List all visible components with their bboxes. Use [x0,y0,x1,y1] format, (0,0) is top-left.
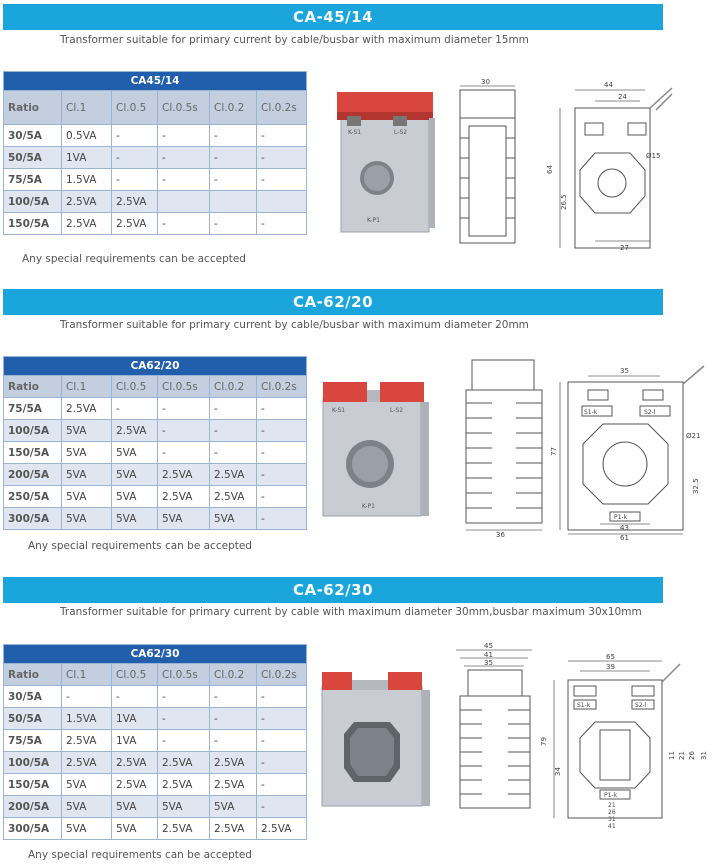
dimension-label: 26 [608,809,616,816]
special-requirements-note: Any special requirements can be accepted [28,849,252,861]
table-cell: 2.5VA [62,730,112,752]
dimension-label: 26 [688,751,696,760]
ratio-cell: 50/5A [4,147,62,169]
table-caption: CA62/20 [4,357,307,376]
table-cell: - [210,708,257,730]
spec-table [3,356,307,530]
front-view-drawing [548,364,708,544]
table-cell: - [62,686,112,708]
dimension-label: P1-k [614,514,628,521]
table-cell: 5VA [112,464,158,486]
table-row [4,774,307,796]
table-cell: 2.5VA [210,752,257,774]
dimension-label: 64 [546,165,554,174]
dimension-label: 34 [554,767,562,776]
dimension-label: 21 [678,751,686,760]
dimension-label: 41 [608,823,616,830]
terminal-label: K-S1 [348,129,362,136]
side-view-drawing [462,358,552,538]
ratio-cell: 300/5A [4,818,62,840]
dimension-label: S1-k [584,409,598,416]
table-cell: 1VA [62,147,112,169]
table-caption: CA45/14 [4,72,307,91]
table-cell: 1VA [112,708,158,730]
ratio-cell: 100/5A [4,420,62,442]
table-row [4,796,307,818]
column-header: Cl.0.2s [257,376,307,398]
ratio-cell: 75/5A [4,730,62,752]
table-row [4,191,307,213]
table-cell: 2.5VA [210,464,257,486]
ratio-cell: 100/5A [4,752,62,774]
table-cell: - [112,169,158,191]
dimension-label: 32.5 [692,478,700,494]
table-cell: 2.5VA [112,191,158,213]
dimension-label: 31 [608,816,616,823]
table-cell: 2.5VA [112,420,158,442]
table-row [4,708,307,730]
table-cell: - [257,730,307,752]
dimension-label: 35 [484,659,493,667]
side-view-drawing [452,640,542,820]
table-cell: 2.5VA [62,191,112,213]
table-cell: - [158,169,210,191]
ratio-cell: 50/5A [4,708,62,730]
table-cell: - [158,213,210,235]
table-cell: 5VA [210,796,257,818]
dimension-label: 24 [618,93,627,101]
table-row [4,508,307,530]
column-header: Cl.0.2s [257,664,307,686]
side-view-drawing [455,78,525,248]
column-header: Cl.0.2 [210,664,257,686]
terminal-label: K-S1 [332,407,346,414]
terminal-label: L-S2 [390,407,404,414]
table-cell: 5VA [210,508,257,530]
ratio-cell: 100/5A [4,191,62,213]
dimension-label: Ø21 [686,432,701,440]
table-cell: - [257,420,307,442]
table-cell: - [158,686,210,708]
ratio-cell: 300/5A [4,508,62,530]
column-header: Cl.0.5s [158,91,210,125]
column-header: Cl.0.5s [158,376,210,398]
dimension-label: Ø15 [646,152,661,160]
table-cell [210,191,257,213]
table-cell: 5VA [62,420,112,442]
table-cell: - [257,125,307,147]
table-cell: - [210,169,257,191]
product-photo [335,88,437,238]
table-cell: - [257,442,307,464]
special-requirements-note: Any special requirements can be accepted [28,540,252,552]
ratio-cell: 150/5A [4,213,62,235]
column-header: Cl.0.2 [210,376,257,398]
dimension-label: 77 [550,447,558,456]
dimension-label: 30 [481,78,490,86]
column-header: Ratio [4,376,62,398]
section-subtitle: Transformer suitable for primary current by cable with maximum diameter 30mm,busbar maximum 30x10mm [60,606,642,618]
table-cell: 5VA [62,486,112,508]
section-title: CA-62/30 [3,577,663,603]
dimension-label: 79 [540,737,548,746]
table-cell: 5VA [62,508,112,530]
terminal-label: K-P1 [362,503,375,510]
table-cell: 5VA [112,486,158,508]
table-row [4,686,307,708]
table-cell: - [257,398,307,420]
table-cell: - [257,508,307,530]
table-cell: - [112,686,158,708]
dimension-label: 65 [606,653,615,661]
column-header: Ratio [4,664,62,686]
table-row [4,818,307,840]
dimension-label: 61 [620,534,629,542]
dimension-label: 35 [620,367,629,375]
table-cell: 2.5VA [112,213,158,235]
table-row [4,125,307,147]
ratio-cell: 200/5A [4,464,62,486]
table-cell: - [112,398,158,420]
table-cell: - [210,147,257,169]
table-cell: - [210,442,257,464]
table-row [4,420,307,442]
table-cell: 5VA [112,442,158,464]
table-cell: - [210,398,257,420]
table-cell: - [112,125,158,147]
table-cell: 2.5VA [158,464,210,486]
table-cell: 2.5VA [210,818,257,840]
column-header: Cl.1 [62,376,112,398]
dimension-label: 44 [604,81,613,89]
table-cell: - [257,147,307,169]
table-cell: - [257,169,307,191]
table-cell: 5VA [112,508,158,530]
ratio-cell: 250/5A [4,486,62,508]
table-cell: 2.5VA [210,774,257,796]
table-cell: - [158,125,210,147]
table-cell: 2.5VA [62,398,112,420]
table-cell: - [257,464,307,486]
table-row [4,147,307,169]
table-row [4,464,307,486]
table-cell: - [257,708,307,730]
dimension-label: 27 [620,244,629,252]
table-cell: 2.5VA [158,818,210,840]
table-cell: - [158,147,210,169]
ratio-cell: 30/5A [4,686,62,708]
column-header: Ratio [4,91,62,125]
spec-table [3,644,307,840]
column-header: Cl.0.5 [112,664,158,686]
dimension-label: P1-k [604,792,618,799]
front-view-drawing [540,650,715,835]
dimension-label: 45 [484,642,493,650]
table-cell: - [257,796,307,818]
dimension-label: 21 [608,802,616,809]
front-view-drawing [540,78,675,258]
table-cell: - [257,213,307,235]
table-cell: 5VA [158,796,210,818]
terminal-label: K-P1 [367,217,380,224]
ratio-cell: 75/5A [4,398,62,420]
product-photo [318,664,436,810]
table-cell: - [158,442,210,464]
special-requirements-note: Any special requirements can be accepted [22,253,246,265]
column-header: Cl.0.5 [112,91,158,125]
table-cell: 5VA [112,796,158,818]
table-cell: - [210,420,257,442]
dimension-label: S2-l [644,409,656,416]
table-cell: 2.5VA [257,818,307,840]
dimension-label: 36 [496,531,505,538]
table-row [4,398,307,420]
table-cell: - [257,486,307,508]
dimension-label: 31 [700,751,708,760]
table-cell: - [257,752,307,774]
table-cell: 5VA [158,508,210,530]
dimension-label: 43 [620,524,629,532]
table-cell: 2.5VA [62,752,112,774]
ratio-cell: 150/5A [4,442,62,464]
table-cell: 2.5VA [158,486,210,508]
table-cell: - [210,730,257,752]
table-cell: - [158,730,210,752]
table-cell: 2.5VA [62,213,112,235]
column-header: Cl.0.2 [210,91,257,125]
section-title: CA-62/20 [3,289,663,315]
table-row [4,213,307,235]
ratio-cell: 200/5A [4,796,62,818]
table-cell: 2.5VA [158,774,210,796]
table-cell: 5VA [62,818,112,840]
table-cell: - [210,125,257,147]
table-cell: 1VA [112,730,158,752]
table-cell: 5VA [62,796,112,818]
table-cell: 2.5VA [112,752,158,774]
column-header: Cl.0.5 [112,376,158,398]
table-cell: - [158,708,210,730]
terminal-label: L-S2 [394,129,408,136]
table-cell: - [112,147,158,169]
table-row [4,730,307,752]
section-subtitle: Transformer suitable for primary current by cable/busbar with maximum diameter 20mm [60,319,529,331]
table-cell: 5VA [62,442,112,464]
table-cell [257,191,307,213]
table-cell [158,191,210,213]
section-title: CA-45/14 [3,4,663,30]
table-row [4,442,307,464]
section-subtitle: Transformer suitable for primary current by cable/busbar with maximum diameter 15mm [60,34,529,46]
dimension-label: S1-k [577,702,591,709]
column-header: Cl.0.2s [257,91,307,125]
column-header: Cl.1 [62,664,112,686]
product-photo [318,376,436,524]
table-caption: CA62/30 [4,645,307,664]
table-cell: 1.5VA [62,708,112,730]
table-cell: - [257,686,307,708]
dimension-label: S2-l [635,702,647,709]
table-cell: - [158,398,210,420]
table-cell: 1.5VA [62,169,112,191]
table-row [4,752,307,774]
table-cell: - [210,213,257,235]
ratio-cell: 75/5A [4,169,62,191]
ratio-cell: 150/5A [4,774,62,796]
table-row [4,169,307,191]
table-cell: 2.5VA [210,486,257,508]
table-row [4,486,307,508]
dimension-label: 26.5 [560,194,568,210]
table-cell: 5VA [62,464,112,486]
table-cell: - [257,774,307,796]
table-cell: - [210,686,257,708]
column-header: Cl.1 [62,91,112,125]
table-cell: 2.5VA [158,752,210,774]
table-cell: 5VA [62,774,112,796]
dimension-label: 39 [606,663,615,671]
table-cell: - [158,420,210,442]
ratio-cell: 30/5A [4,125,62,147]
spec-table [3,71,307,235]
dimension-label: 41 [484,651,493,659]
table-cell: 5VA [112,818,158,840]
column-header: Cl.0.5s [158,664,210,686]
table-cell: 2.5VA [112,774,158,796]
dimension-label: 11 [668,751,676,760]
table-cell: 0.5VA [62,125,112,147]
